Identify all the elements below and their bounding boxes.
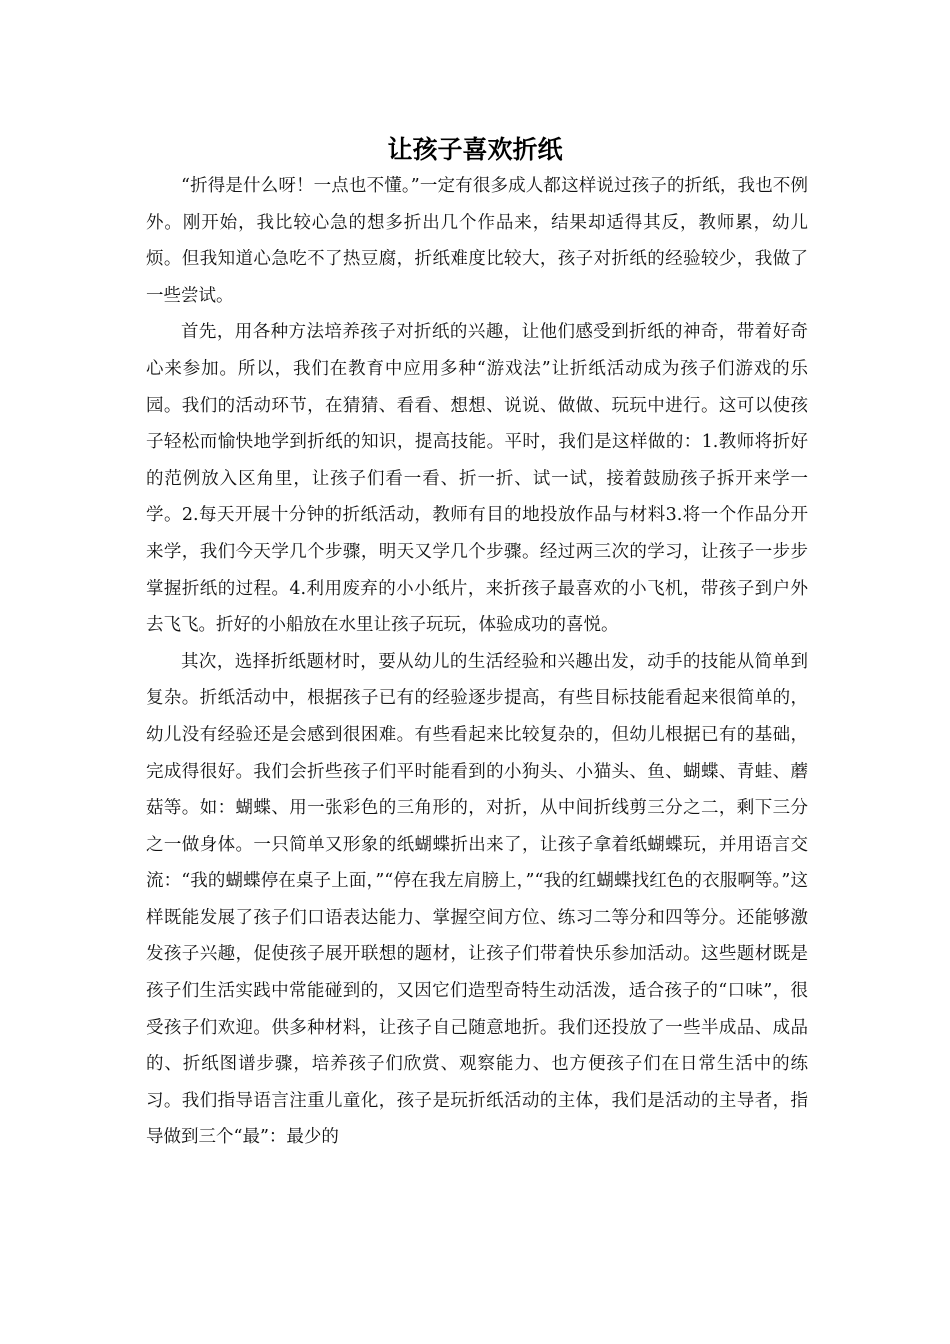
paragraph-intro: “折得是什么呀！一点也不懂。”一定有很多成人都这样说过孩子的折纸，我也不例外。刚开始，我比较心急的想多折出几个作品来，结果却适得其反，教师累，幼儿烦。但我知道心急吃不了热豆腐，折纸难度比较大，孩子对折纸的经验较少，我做了一些尝试。: [146, 176, 808, 306]
paragraph-first: 首先，用各种方法培养孩子对折纸的兴趣，让他们感受到折纸的神奇，带着好奇心来参加。所以，我们在教育中应用多种“游戏法”让折纸活动成为孩子们游戏的乐园。我们的活动环节，在猜猜、看看、想想、说说、做做、玩玩中进行。这可以使孩子轻松而愉快地学到折纸的知识，提高技能。平时，我们是这样做的：1.教师将折好的范例放入区角里，让孩子们看一看、折一折、试一试，接着鼓励孩子拆开来学一学。2.每天开展十分钟的折纸活动，教师有目的地投放作品与材料3.将一个作品分开来学，我们今天学几个步骤，明天又学几个步骤。经过两三次的学习，让孩子一步步掌握折纸的过程。4.利用废弃的小小纸片，来折孩子最喜欢的小飞机，带孩子到户外去飞飞。折好的小船放在水里让孩子玩玩，体验成功的喜悦。: [146, 322, 808, 636]
document-body: [146, 168, 808, 1156]
document-title: 让孩子喜欢折纸: [387, 135, 563, 164]
paragraph-second: 其次，选择折纸题材时，要从幼儿的生活经验和兴趣出发，动手的技能从简单到复杂。折纸活动中，根据孩子已有的经验逐步提高，有些目标技能看起来很简单的，幼儿没有经验还是会感到很困难。有些看起来比较复杂的，但幼儿根据已有的基础，完成得很好。我们会折些孩子们平时能看到的小狗头、小猫头、鱼、蝴蝶、青蛙、蘑菇等。如：蝴蝶、用一张彩色的三角形的，对折，从中间折线剪三分之二，剩下三分之一做身体。一只简单又形象的纸蝴蝶折出来了，让孩子拿着纸蝴蝶玩，并用语言交流：“我的蝴蝶停在桌子上面，”“停在我左肩膀上，”“我的红蝴蝶找红色的衣服啊等。”这样既能发展了孩子们口语表达能力、掌握空间方位、练习二等分和四等分。还能够激发孩子兴趣，促使孩子展开联想的题材，让孩子们带着快乐参加活动。这些题材既是孩子们生活实践中常能碰到的，又因它们造型奇特生动活泼，适合孩子的“口味”，很受孩子们欢迎。供多种材料，让孩子自己随意地折。我们还投放了一些半成品、成品的、折纸图谱步骤，培养孩子们欣赏、观察能力、也方便孩子们在日常生活中的练习。我们指导语言注重儿童化，孩子是玩折纸活动的主体，我们是活动的主导者，指导做到三个“最”：最少的: [146, 651, 808, 1148]
